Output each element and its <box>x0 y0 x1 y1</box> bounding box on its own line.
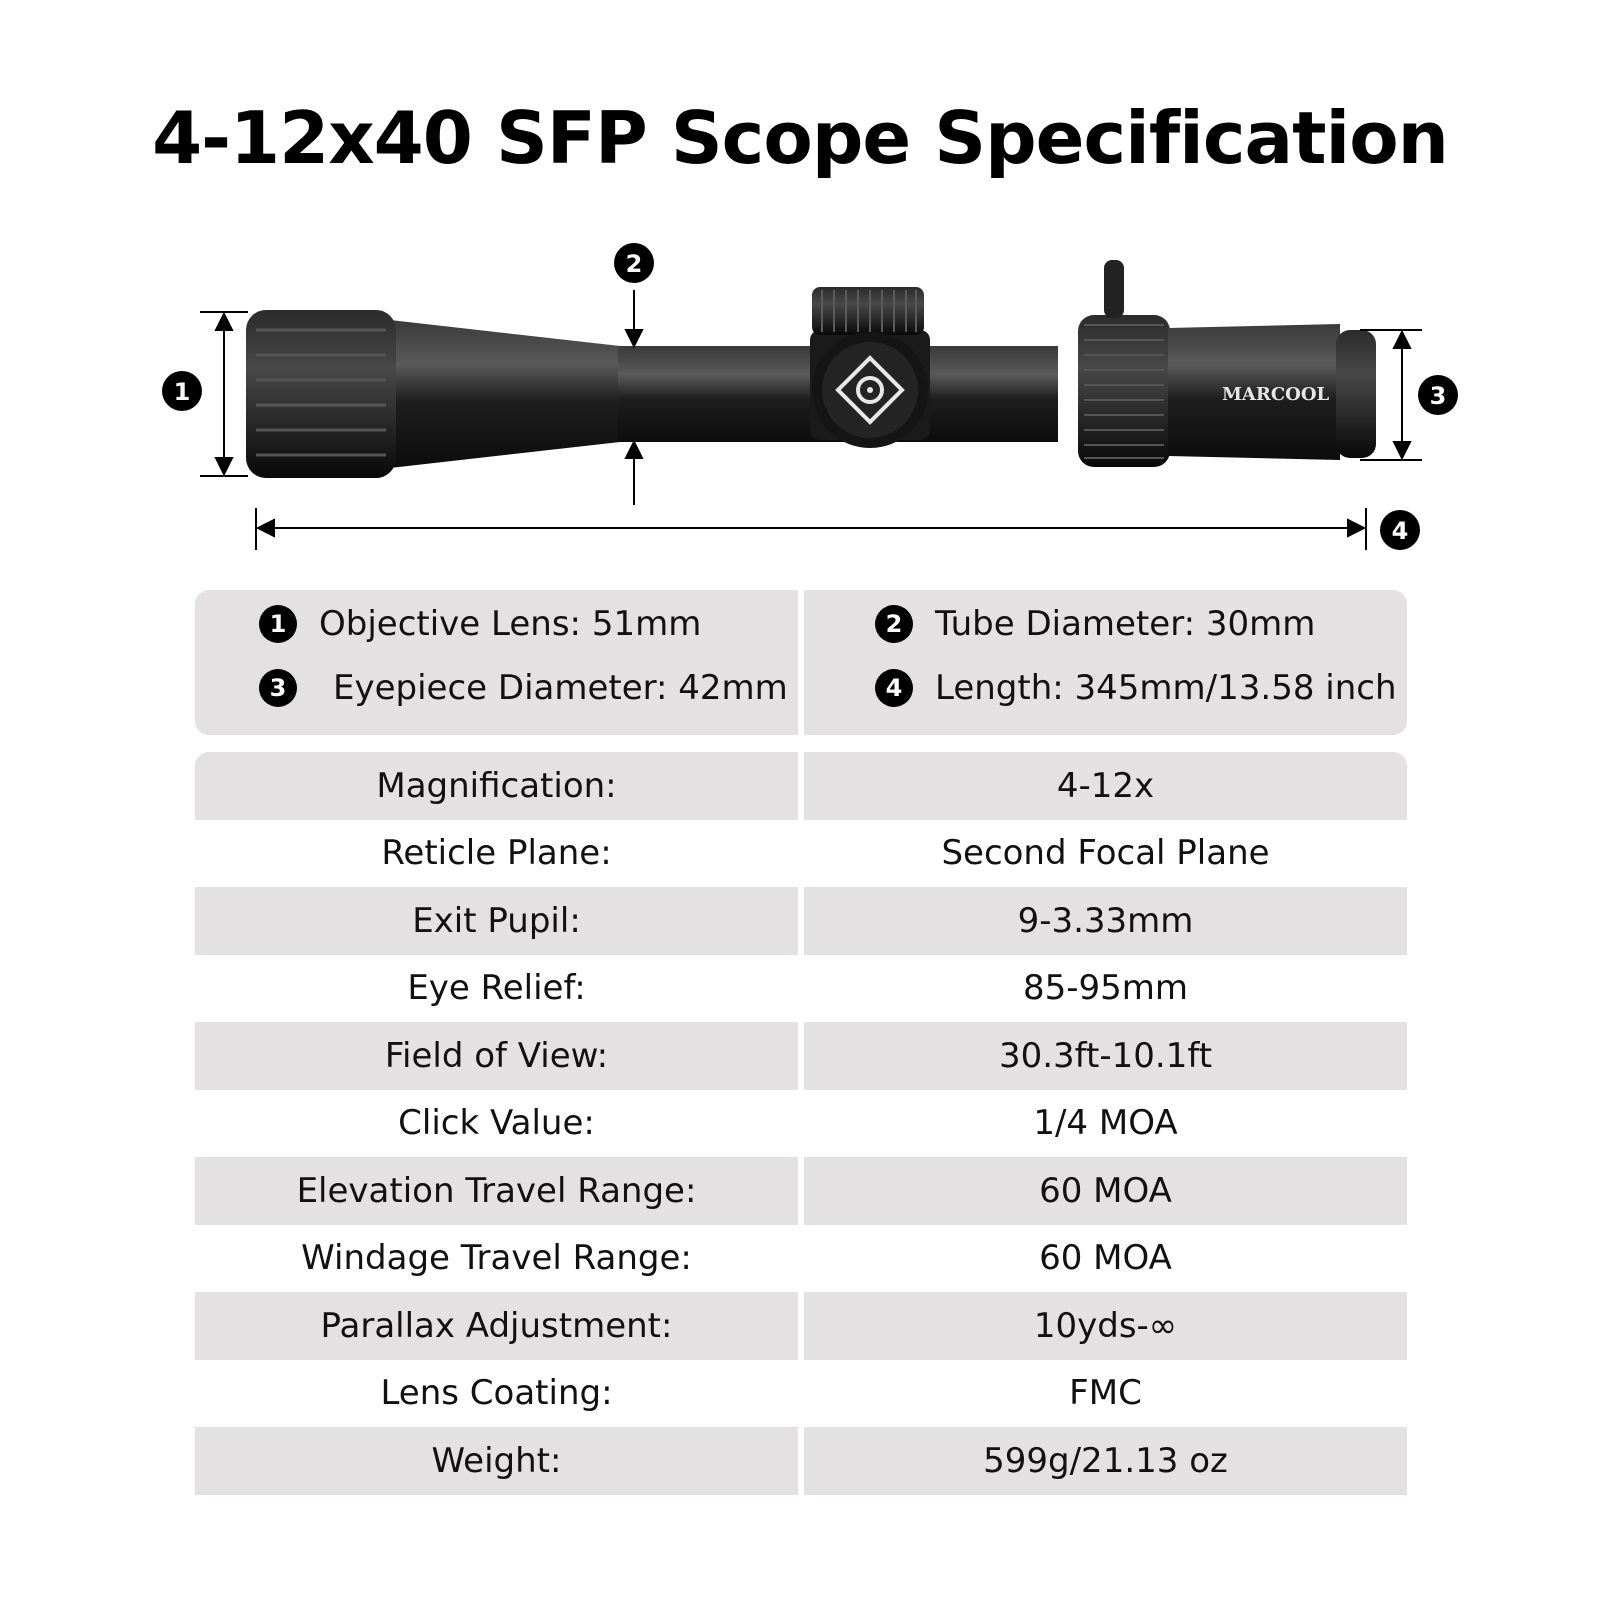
spec-value: FMC <box>1069 1373 1142 1414</box>
spec-label: Magnification: <box>195 752 798 820</box>
spec-value: 4-12x <box>804 752 1407 820</box>
dim-badge-1: 1 <box>259 605 297 643</box>
spec-value: 599g/21.13 oz <box>804 1427 1407 1495</box>
dim-text-2: Tube Diameter: 30mm <box>935 604 1316 644</box>
dim-badge-4: 4 <box>875 669 913 707</box>
svg-text:1: 1 <box>173 378 191 406</box>
objective-bell <box>390 320 620 468</box>
scope-illustration <box>0 230 1600 570</box>
spec-label: Eye Relief: <box>407 968 586 1009</box>
spec-label: Exit Pupil: <box>195 887 798 955</box>
spec-value: 60 MOA <box>1039 1238 1172 1279</box>
dim-objective-lens <box>259 602 701 646</box>
page-title: 4-12x40 SFP Scope Specification <box>152 96 1448 180</box>
spec-table <box>195 752 1407 1495</box>
svg-text:4: 4 <box>1391 517 1409 545</box>
dim-badge-3: 3 <box>259 669 297 707</box>
spec-label: Reticle Plane: <box>381 833 612 874</box>
dimension-summary <box>195 590 1407 735</box>
eyepiece-ring <box>1336 330 1376 458</box>
spec-value: 30.3ft-10.1ft <box>804 1022 1407 1090</box>
table-row <box>195 887 1407 955</box>
table-row <box>195 1022 1407 1090</box>
spec-label: Weight: <box>195 1427 798 1495</box>
dim-length <box>875 666 1397 710</box>
table-row <box>195 1090 1407 1158</box>
table-row <box>195 955 1407 1023</box>
spec-value: 10yds-∞ <box>804 1292 1407 1360</box>
dim-badge-2: 2 <box>875 605 913 643</box>
svg-text:3: 3 <box>1429 382 1447 410</box>
table-row <box>195 1157 1407 1225</box>
spec-value: 85-95mm <box>1022 968 1189 1009</box>
dim-text-1: Objective Lens: 51mm <box>319 604 702 644</box>
brand-logo: MARCOOL <box>1222 384 1330 405</box>
table-row <box>195 752 1407 820</box>
dim-text-4: Length: 345mm/13.58 inch <box>935 668 1397 708</box>
spec-label: Lens Coating: <box>380 1373 613 1414</box>
spec-value: Second Focal Plane <box>941 833 1270 874</box>
table-row <box>195 1427 1407 1495</box>
elevation-turret <box>812 287 924 335</box>
dim-text-3: Eyepiece Diameter: 42mm <box>333 668 788 708</box>
dim-1-arrow <box>200 312 248 476</box>
scope-diagram <box>0 230 1600 570</box>
dim-eyepiece-diameter <box>259 666 788 710</box>
spec-value: 9-3.33mm <box>804 887 1407 955</box>
table-row <box>195 1360 1407 1428</box>
dim-tube-diameter <box>875 602 1315 646</box>
table-row <box>195 820 1407 888</box>
svg-text:2: 2 <box>625 250 643 278</box>
spec-value: 60 MOA <box>804 1157 1407 1225</box>
dimension-divider <box>798 590 804 735</box>
spec-value: 1/4 MOA <box>1033 1103 1178 1144</box>
dim-4-arrow <box>256 508 1366 550</box>
table-row <box>195 1225 1407 1293</box>
spec-label: Windage Travel Range: <box>301 1238 692 1279</box>
table-row <box>195 1292 1407 1360</box>
spec-label: Parallax Adjustment: <box>195 1292 798 1360</box>
throw-lever <box>1104 260 1124 318</box>
spec-label: Field of View: <box>195 1022 798 1090</box>
spec-label: Click Value: <box>398 1103 595 1144</box>
spec-label: Elevation Travel Range: <box>195 1157 798 1225</box>
objective-ring <box>246 310 396 478</box>
